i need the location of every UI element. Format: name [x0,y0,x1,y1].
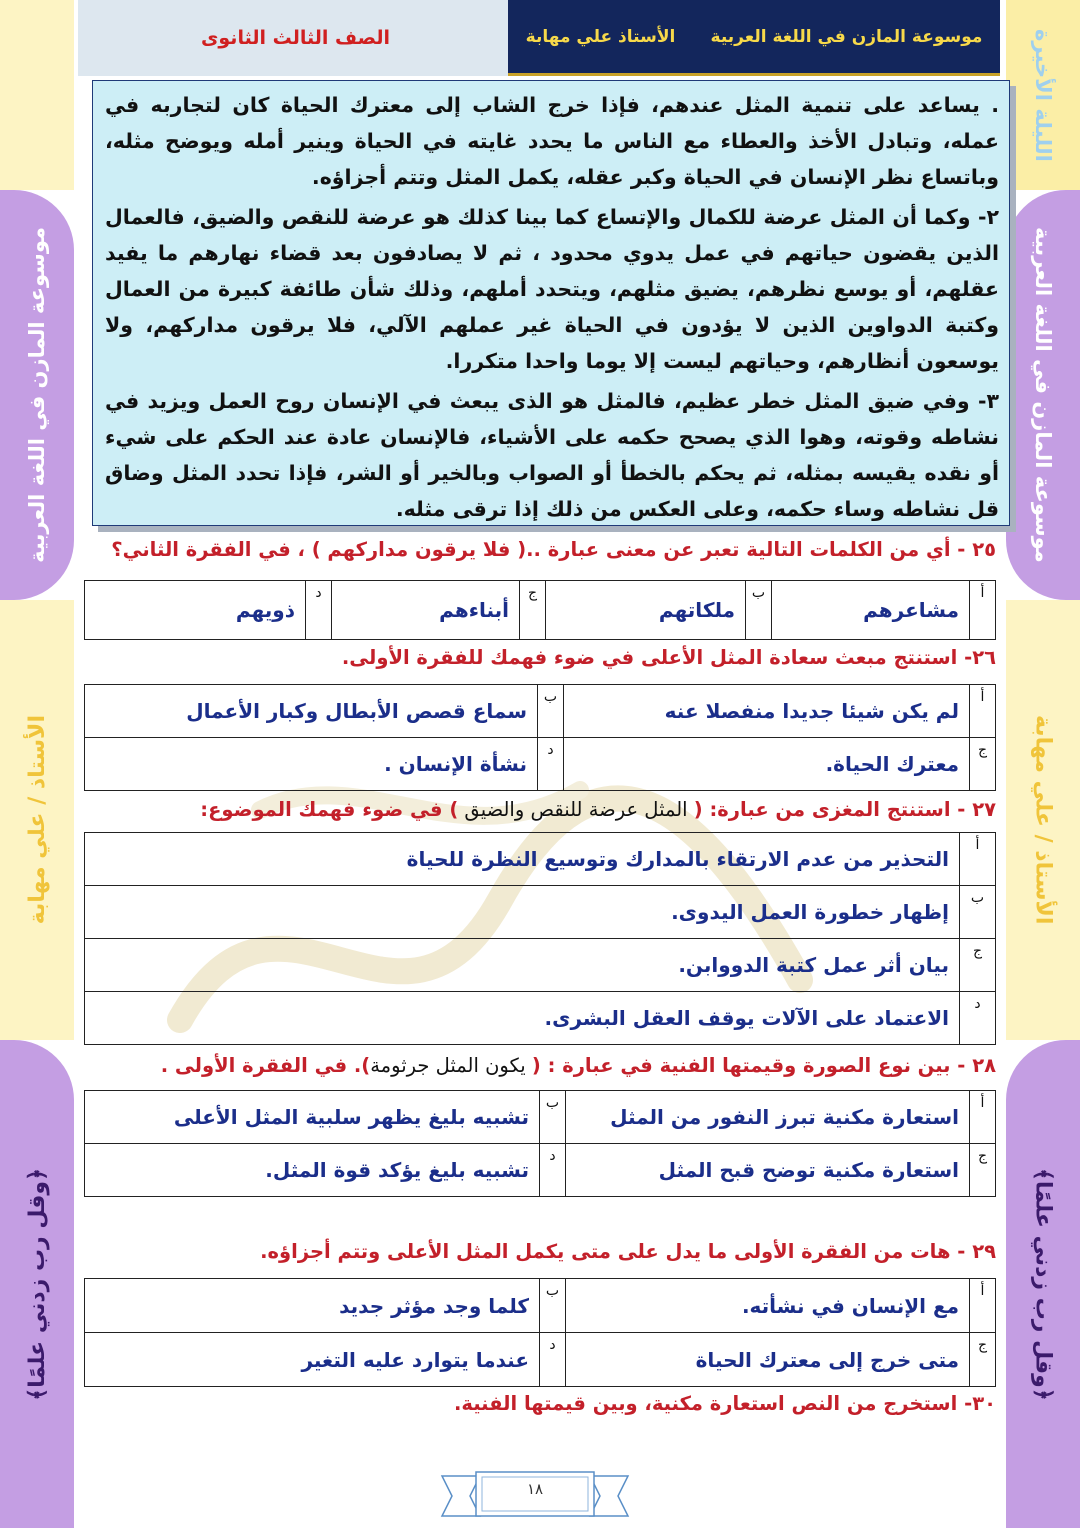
option-text[interactable]: بيان أثر عمل كتبة الدووابن. [84,939,960,992]
reading-passage [92,80,1010,526]
option-letter: ب [540,1279,566,1333]
left-strip-teacher-text: الأستاذ / علي مهابة [24,715,50,925]
right-strip-verse [1006,1040,1080,1528]
option-text[interactable]: الاعتماد على الآلات يوقف العقل البشرى. [84,992,960,1045]
question-27-lead: ٢٧ - استنتج المغزى من عبارة: ( [693,798,996,821]
option-letter: ج [970,1333,996,1387]
option-letter: د [538,738,564,791]
option-text[interactable]: سماع قصص الأبطال وكبار الأعمال [84,685,538,738]
option-letter: ب [746,581,772,640]
option-text[interactable]: إظهار خطورة العمل اليدوى. [84,886,960,939]
option-text[interactable]: كلما وجد مؤثر جديد [84,1279,540,1333]
option-text[interactable]: نشأة الإنسان . [84,738,538,791]
question-29: ٢٩ - هات من الفقرة الأولى ما يدل على متى يكمل المثل الأعلى وتتم أجزاؤه. [260,1240,996,1263]
option-text[interactable]: استعارة مكنية توضح قبح المثل [566,1144,970,1197]
question-28-lead: ٢٨ - بين نوع الصورة وقيمتها الفنية في عبارة : ( [531,1054,996,1077]
question-25-options [84,580,996,640]
header-grade: الصف الثالث الثانوى [200,27,390,49]
left-strip-verse-text: ﴿وقل رب زدني علمًا﴾ [24,1167,50,1401]
passage-paragraph-3: ٣- وفي ضيق المثل خطر عظيم، فالمثل هو الذى يبعث في الإنسان روح العمل ويزيد في نشاطه وقوته، وهوا الذي يصحح حكمه على الأشياء، فالإنسان عادة عند الحكم على شيء أو نقده يقيسه بمثله، ثم يحكم بالخطأ أو الصواب وبالخير أو الشر، فإذا تحدد المثل وضاق قل نشاطه وساء حكمه، وعلى العكس من ذلك إذا ترقى مثله. [105,389,999,521]
question-27-quote: المثل عرضة للنقص والضيق [458,798,694,821]
question-28 [161,1054,996,1077]
passage-paragraph-1: . يساعد على تنمية المثل عندهم، فإذا خرج الشاب إلى معترك الحياة كان لتجاربه في عمله، وتبادل الأخذ والعطاء مع الناس ما يحدد غايته في الحياة وينير أمله ويوضح مثله، وباتساع نظر الإنسان في الحياة وكبر عقله، يكمل المثل وتتم أجزاؤه. [105,93,999,189]
option-text[interactable]: تشبيه بليغ يؤكد قوة المثل. [84,1144,540,1197]
option-text[interactable]: أبناءهم [332,581,520,640]
question-26: ٢٦- استنتج مبعث سعادة المثل الأعلى في ضوء فهمك للفقرة الأولى. [341,646,996,669]
question-28-tail: ). في الفقرة الأولى . [160,1054,371,1077]
right-strip-teacher-text: الأستاذ / علي مهابة [1030,715,1056,925]
question-27-tail: ) في ضوء فهمك الموضوع: [200,798,459,821]
option-letter: د [540,1333,566,1387]
question-28-quote: يكون المثل جرثومة [370,1054,532,1077]
option-letter: ب [540,1091,566,1144]
option-text[interactable]: متى خرج إلى معترك الحياة [566,1333,970,1387]
question-29-options [84,1278,996,1386]
option-letter: أ [970,581,996,640]
right-strip-teacher [1006,600,1080,1040]
header-encyclopedia-title: موسوعة المازن في اللغة العربية [710,26,983,47]
passage-paragraph-2: ٢- وكما أن المثل عرضة للكمال والإتساع كما بينا كذلك هو عرضة للنقص والضيق، فالعمال الذين يقضون حياتهم في عمل يدوي محدود ، ثم لا يصادفون بعد قضاء نهارهم ما يفيد عقلهم، أو يوسع نظرهم، يضيق مثلهم، ويتحدد أملهم، وذلك شأن طائفة كبيرة من العمال وكتبة الدواوين الذين لا يؤدون في الحياة غير عملهم الآلي، فلا يرقون مداركهم، ولا يوسعون أنظارهم، وحياتهم ليست إلا يوما واحدا متكررا. [105,205,999,373]
header-banner [508,0,1000,76]
left-strip-teacher [0,600,74,1040]
left-strip-verse [0,1040,74,1528]
option-text[interactable]: مع الإنسان في نشأته. [566,1279,970,1333]
option-letter: أ [970,685,996,738]
option-text[interactable]: ملكاتهم [546,581,746,640]
option-text[interactable]: مشاعرهم [772,581,970,640]
option-letter: ج [970,738,996,791]
option-letter: ج [520,581,546,640]
option-text[interactable]: معترك الحياة. [564,738,970,791]
option-text[interactable]: ذويهم [84,581,306,640]
question-30: ٣٠- استخرج من النص استعارة مكنية، وبين قيمتها الفنية. [453,1392,996,1415]
option-letter: د [306,581,332,640]
question-26-options [84,684,996,790]
header-teacher-name: الأستاذ علي مهابة [525,26,676,47]
header-grade-box [78,0,508,76]
right-strip-encyclopedia [1006,190,1080,600]
question-28-options [84,1090,996,1196]
option-text[interactable]: التحذير من عدم الارتقاء بالمدارك وتوسيع النظرة للحياة [84,833,960,886]
option-letter: ج [960,939,996,992]
option-letter: ب [538,685,564,738]
question-27 [200,798,996,821]
question-27-options [84,832,996,1044]
option-letter: أ [960,833,996,886]
option-text[interactable]: استعارة مكنية تبرز النفور من المثل [566,1091,970,1144]
option-letter: أ [970,1091,996,1144]
right-strip-verse-text: ﴿وقل رب زدني علمًا﴾ [1030,1167,1056,1401]
right-strip-title: الليلة الأخيرة [1031,28,1055,162]
right-strip-encyclopedia-text: موسوعة المازن في اللغة العربية [1031,227,1055,563]
option-letter: ج [970,1144,996,1197]
option-text[interactable]: لم يكن شيئا جديدا منفصلا عنه [564,685,970,738]
option-text[interactable]: تشبيه بليغ يظهر سلبية المثل الأعلى [84,1091,540,1144]
left-strip-encyclopedia-text: موسوعة المازن في اللغة العربية [25,227,49,563]
option-letter: ب [960,886,996,939]
left-strip-top [0,0,74,190]
option-letter: د [960,992,996,1045]
left-strip-encyclopedia [0,190,74,600]
option-letter: د [540,1144,566,1197]
option-text[interactable]: عندما يتوارد عليه التغير [84,1333,540,1387]
page-number: ١٨ [526,1480,544,1498]
option-letter: أ [970,1279,996,1333]
right-strip-top [1006,0,1080,190]
question-25: ٢٥ - أي من الكلمات التالية تعبر عن معنى عبارة ..( فلا يرقون مداركهم ) ، في الفقرة الثاني؟ [111,538,996,561]
